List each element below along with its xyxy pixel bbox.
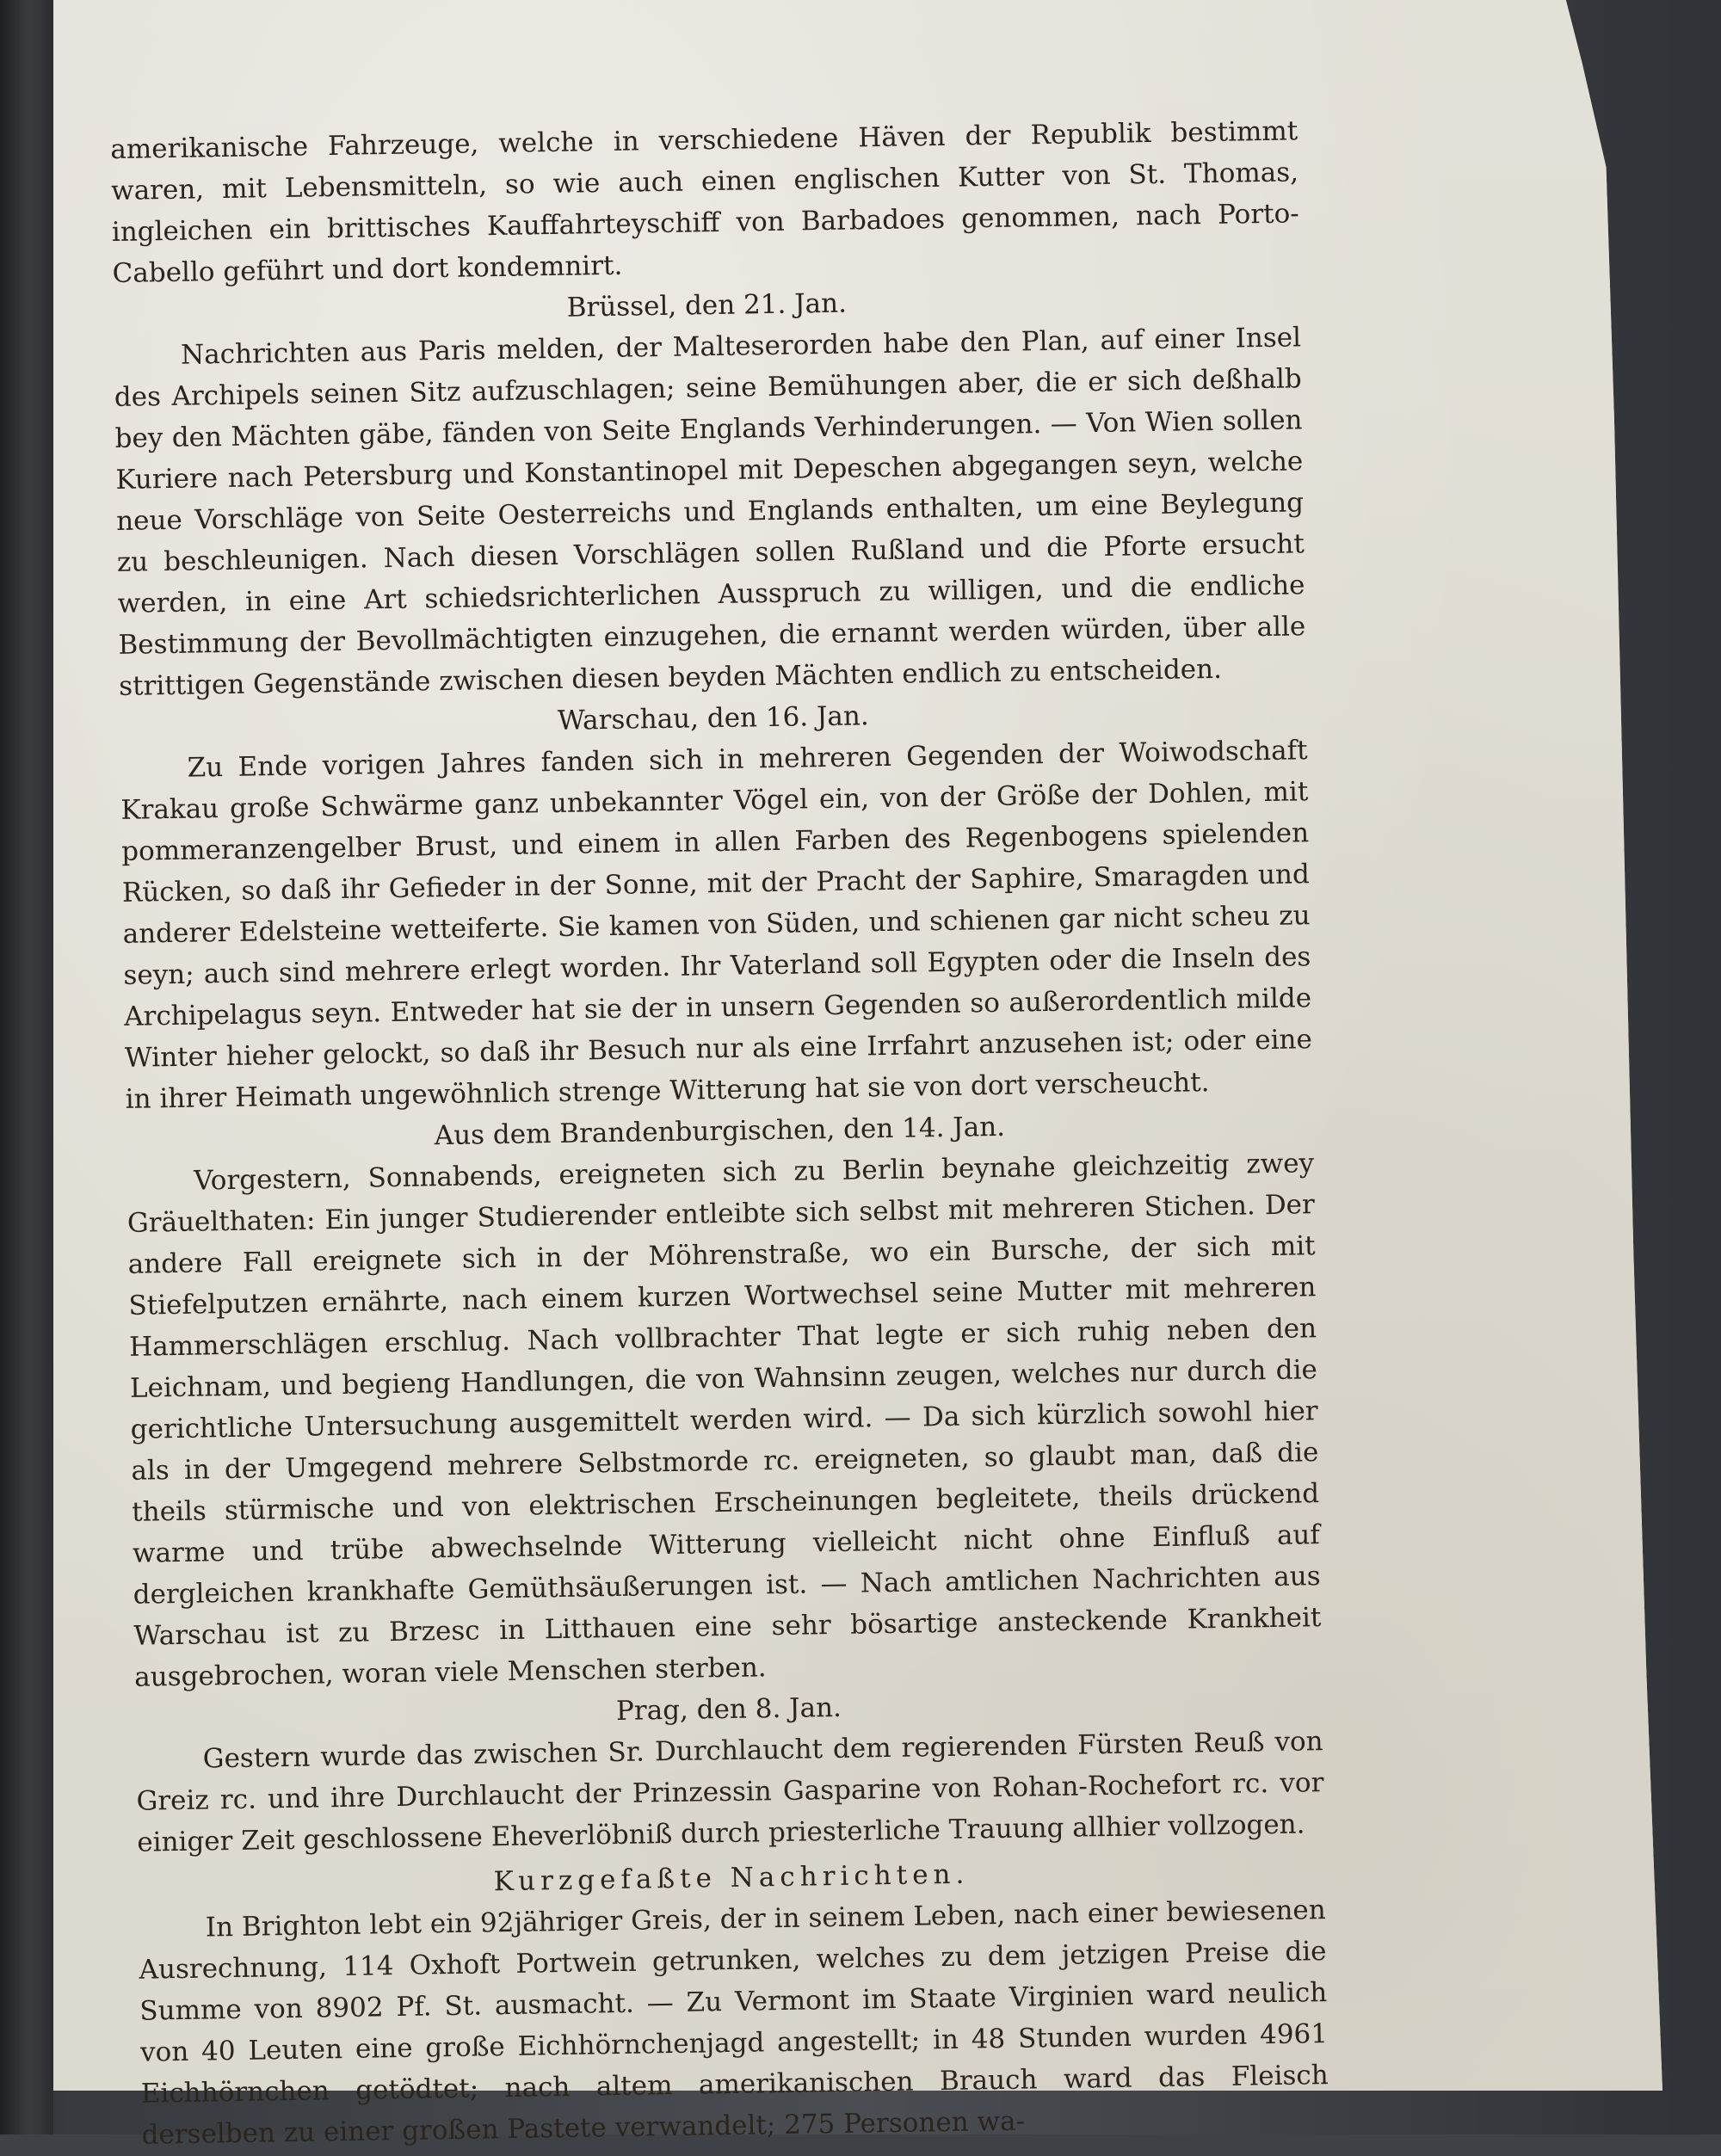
dateline-prague: Prag, den 8. Jan. xyxy=(615,1691,842,1727)
dateline-brussels: Brüssel, den 21. Jan. xyxy=(566,287,848,323)
dateline-brandenburg: Aus dem Brandenburgischen, den 14. Jan. xyxy=(434,1111,1006,1152)
dateline-warsaw: Warschau, den 16. Jan. xyxy=(557,700,869,736)
article-brussels: Nachrichten aus Paris melden, der Malteserorden habe den Plan, auf einer Insel des Archipels seinen Sitz aufzuschlagen; seine Bemühungen aber, die er sich deßhalb bey den Mächten gäbe, fänden von Seite Englands Verhinderungen. — Von Wien sollen Kuriere nach Petersburg und Konstantinopel mit Depeschen abgegangen seyn, welche neue Vorschläge von Seite Oesterreichs und Englands enthalten, um eine Beylegung zu beschleunigen. Nach diesen Vorschlägen sollen Rußland und die Pforte ersucht werden, in eine Art schiedsrichterlichen Ausspruch zu willigen, und die endliche Bestimmung der Bevollmächtigten einzugehen, die ernannt werden würden, über alle strittigen Gegenstände zwischen diesen beyden Mächten endlich zu entscheiden. xyxy=(114,322,1306,702)
article-warsaw: Zu Ende vorigen Jahres fanden sich in mehreren Gegenden der Woiwodschaft Krakau große Schwärme ganz unbekannter Vögel ein, von der Größe der Dohlen, mit pommeranzengelber Brust, und einem in allen Farben des Regenbogens spielenden Rücken, so daß ihr Gefieder in der Sonne, mit der Pracht der Saphire, Smaragden und anderer Edelsteine wetteiferte. Sie kamen von Süden, und schienen gar nicht scheu zu seyn; auch sind mehrere erlegt worden. Ihr Vaterland soll Egypten oder die Inseln des Archipelagus seyn. Entweder hat sie der in unsern Gegenden so außerordentlich milde Winter hieher gelockt, so daß ihr Besuch nur als eine Irrfahrt anzusehen ist; oder eine in ihrer Heimath ungewöhnlich strenge Witterung hat sie von dort verscheucht. xyxy=(120,735,1313,1115)
article-brandenburg: Vorgestern, Sonnabends, ereigneten sich zu Berlin beynahe gleichzeitig zwey Gräuelthaten: Ein junger Studierender entleibte sich selbst mit mehreren Stichen. Der andere Fall ereignete sich in der Möhrenstraße, wo ein Bursche, der sich mit Stiefelputzen ernährte, nach einem kurzen Wortwechsel seine Mutter mit mehreren Hammerschlägen erschlug. Nach vollbrachter That legte er sich ruhig neben den Leichnam, und begieng Handlungen, die von Wahnsinn zeugen, welches nur durch die gerichtliche Untersuchung ausgemittelt werden wird. — Da sich kürzlich sowohl hier als in der Umgegend mehrere Selbstmorde rc. ereigneten, so glaubt man, daß die theils stürmische und von elektrischen Erscheinungen begleitete, theils drückend warme und trübe abwechselnde Witterung vielleicht nicht ohne Einfluß auf dergleichen krankhafte Gemüthsäußerungen ist. — Nach amtlichen Nachrichten aus Warschau ist zu Brzesc in Litthauen eine sehr bösartige ansteckende Krankheit ausgebrochen, woran viele Menschen sterben. xyxy=(126,1148,1322,1693)
short-news-heading: Kurzgefaßte Nachrichten. xyxy=(493,1858,970,1898)
short-news-text: In Brighton lebt ein 92jähriger Greis, der in seinem Leben, nach einer bewiesenen Ausrechnung, 114 Oxhoft Portwein getrunken, welches zu dem jetzigen Preise die Summe von 8902 Pf. St. ausmacht. — Zu Vermont im Staate Virginien ward neulich von 40 Leuten eine große Eichhörnchenjagd angestellt; in 48 Stunden wurden 4961 Eichhörnchen getödtet; nach altem amerikanischen Brauch ward das Fleisch derselben zu einer großen Pastete verwandelt; 275 Personen wa- xyxy=(139,1894,1329,2151)
book-binding xyxy=(0,0,53,2134)
intro-paragraph: amerikanische Fahrzeuge, welche in verschiedene Häven der Republik bestimmt waren, mit Lebensmitteln, so wie auch einen englischen Kutter von St. Thomas, ingleichen ein brittisches Kauffahrteyschiff von Barbadoes genommen, nach Porto-Cabello geführt und dort kondemnirt. xyxy=(110,115,1299,289)
article-prague: Gestern wurde das zwischen Sr. Durchlaucht dem regierenden Fürsten Reuß von Greiz rc. und ihre Durchlaucht der Prinzessin Gasparine von Rohan-Rochefort rc. vor einiger Zeit geschlossene Eheverlöbniß durch priesterliche Trauung allhier vollzogen. xyxy=(136,1726,1324,1858)
page-text-column xyxy=(110,110,1329,2155)
